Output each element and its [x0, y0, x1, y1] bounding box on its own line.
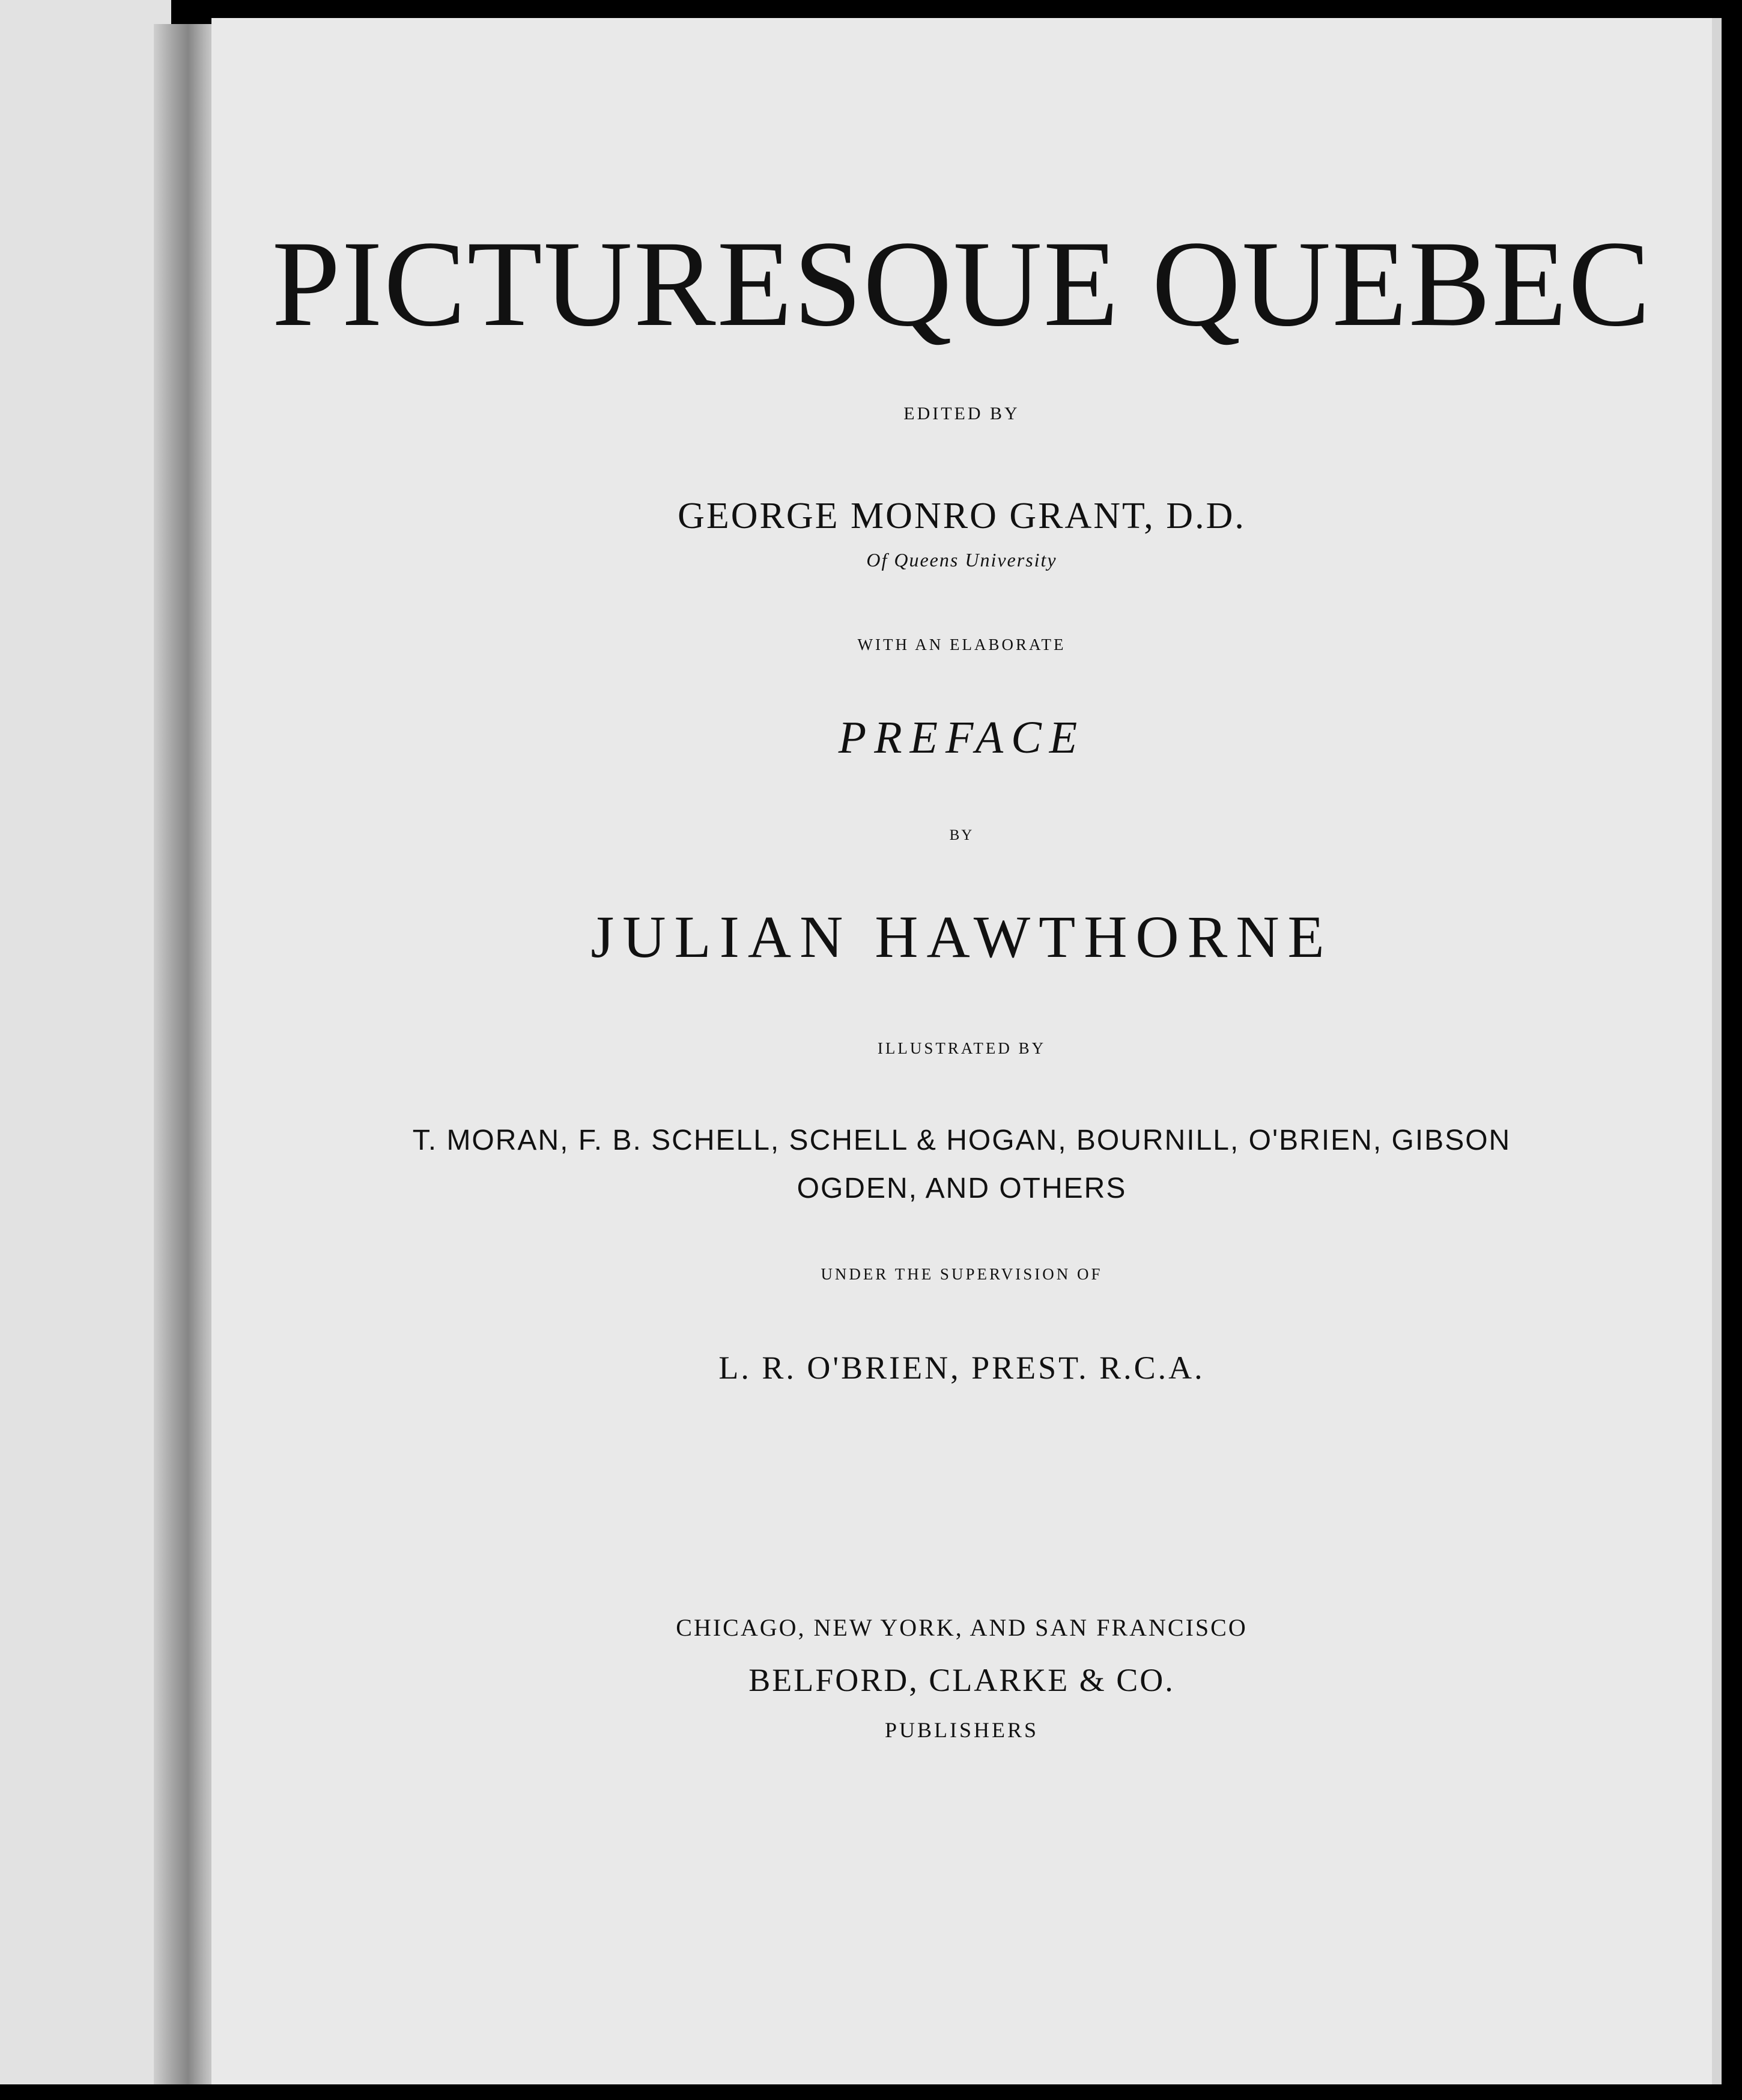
book-title: PICTURESQUE QUEBEC	[272, 216, 1652, 352]
edited-by-label: EDITED BY	[903, 404, 1020, 423]
with-an-elaborate-label: WITH AN ELABORATE	[857, 636, 1066, 654]
supervision-label: UNDER THE SUPERVISION OF	[821, 1265, 1103, 1283]
publishers-label: PUBLISHERS	[884, 1718, 1039, 1742]
publisher-name: BELFORD, CLARKE & CO.	[748, 1662, 1175, 1698]
supervisor-name: L. R. O'BRIEN, PREST. R.C.A.	[718, 1350, 1205, 1386]
editor-affiliation: Of Queens University	[866, 549, 1057, 571]
by-label: BY	[949, 827, 974, 843]
editor-name: GEORGE MONRO GRANT, D.D.	[678, 496, 1246, 536]
illustrators-line-1: T. MORAN, F. B. SCHELL, SCHELL & HOGAN, BOURNILL, O'BRIEN, GIBSON	[412, 1124, 1511, 1156]
preface-heading: PREFACE	[838, 712, 1085, 763]
page-edge	[1712, 18, 1722, 2084]
preface-author: JULIAN HAWTHORNE	[590, 903, 1333, 970]
facing-page	[0, 0, 171, 2084]
illustrators-line-2: OGDEN, AND OTHERS	[797, 1173, 1127, 1204]
book-spine	[154, 24, 216, 2084]
publication-cities: CHICAGO, NEW YORK, AND SAN FRANCISCO	[676, 1614, 1248, 1641]
illustrated-by-label: ILLUSTRATED BY	[877, 1039, 1046, 1057]
